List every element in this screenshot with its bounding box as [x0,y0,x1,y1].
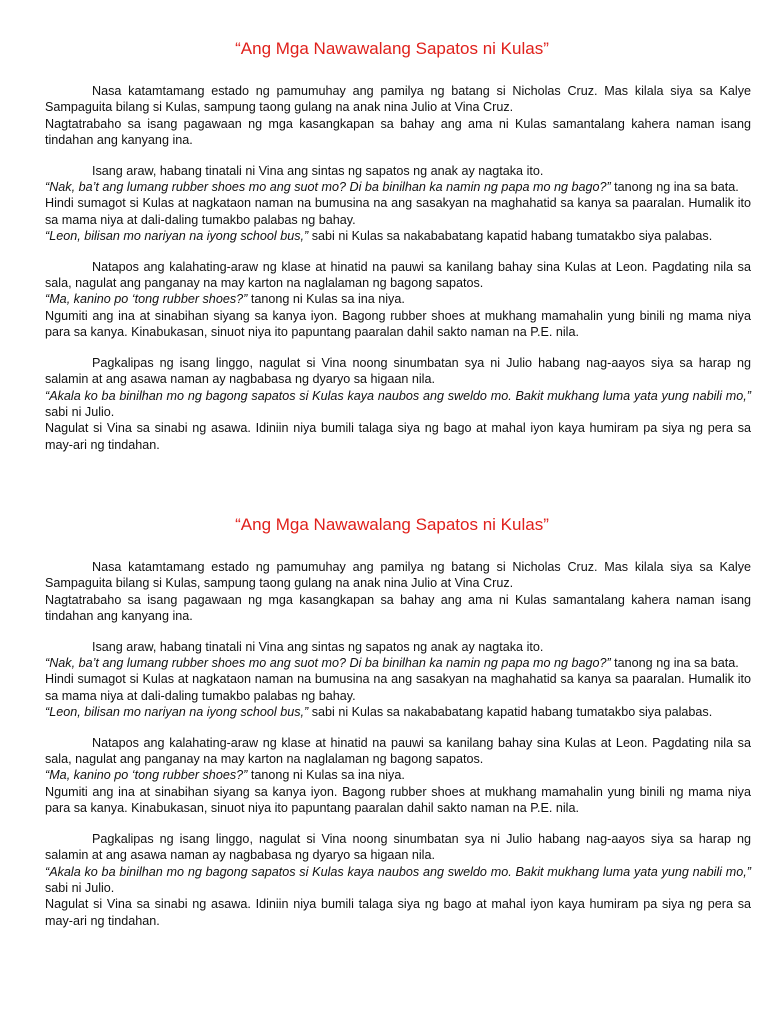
paragraph-gap [45,721,751,735]
dialogue-tag: tanong ng ina sa bata. [610,180,739,195]
paragraph-gap [45,341,751,355]
dialogue-quote: “Akala ko ba binilhan mo ng bagong sapatos si Kulas kaya naubos ang sweldo mo. Bakit mukhang luma yata yung nabili mo,” [45,388,751,403]
dialogue-paragraph [45,767,751,783]
paragraph: Nasa katamtamang estado ng pamumuhay ang pamilya ng batang si Nicholas Cruz. Mas kilala siya sa Kalye Sampaguita bilang si Kulas, sampung taong gulang na anak nina Julio at Vina Cruz. [45,560,751,591]
paragraph: Hindi sumagot si Kulas at nagkataon naman na bumusina na ang sasakyan na maghahatid sa kanya sa paaralan. Humalik ito sa mama niya at dali-daling tumakbo palabas ng bahay. [45,672,751,703]
paragraph: Ngumiti ang ina at sinabihan siyang sa kanya iyon. Bagong rubber shoes at mukhang mamahalin yung binili ng mama niya para sa kanya. Kinabukasan, sinuot niya ito papuntang paaralan dahil sakto naman na P.E. nila. [45,308,751,340]
paragraph: Pagkalipas ng isang linggo, nagulat si Vina noong sinumbatan sya ni Julio habang nag-aayos siya sa harap ng salamin at ang asawa naman ay nagbabasa ng dyaryo sa higaan nila. [45,831,751,863]
dialogue-quote: “Nak, ba’t ang lumang rubber shoes mo ang suot mo? Di ba binilhan ka namin ng papa mo ng bago?” [45,656,611,671]
paragraph: Nagtatrabaho sa isang pagawaan ng mga kasangkapan sa bahay ang ama ni Kulas samantalang kahera naman isang tindahan ang kanyang ina. [45,592,751,624]
dialogue-tag: sabi ni Kulas sa nakababatang kapatid habang tumatakbo siya palabas. [308,705,713,720]
dialogue-tag: sabi ni Julio. [45,404,115,419]
paragraph-gap [45,625,751,639]
dialogue-tag: sabi ni Julio. [45,880,115,895]
dialogue-paragraph [45,655,751,671]
dialogue-quote: “Ma, kanino po ‘tong rubber shoes?” [45,768,248,783]
paragraph: Nagtatrabaho sa isang pagawaan ng mga kasangkapan sa bahay ang ama ni Kulas samantalang kahera naman isang tindahan ang kanyang ina. [45,116,751,148]
paragraph: Natapos ang kalahating-araw ng klase at hinatid na pauwi sa kanilang bahay sina Kulas at Leon. Pagdating nila sa sala, nagulat ang panganay na may karton na naglalaman ng bagong sapatos. [45,259,751,291]
paragraph: Ngumiti ang ina at sinabihan siyang sa kanya iyon. Bagong rubber shoes at mukhang mamahalin yung binili ng mama niya para sa kanya. Kinabukasan, sinuot niya ito papuntang paaralan dahil sakto naman na P.E. nila. [45,784,751,816]
dialogue-paragraph [45,388,751,421]
paragraph: Isang araw, habang tinatali ni Vina ang sintas ng sapatos ng anak ay nagtaka ito. [92,163,544,178]
dialogue-quote: “Leon, bilisan mo nariyan na iyong school bus,” [45,705,309,720]
dialogue-tag: sabi ni Kulas sa nakababatang kapatid habang tumatakbo siya palabas. [308,229,713,244]
paragraph: Isang araw, habang tinatali ni Vina ang sintas ng sapatos ng anak ay nagtaka ito. [92,639,544,654]
paragraph: Nagulat si Vina sa sinabi ng asawa. Idiniin niya bumili talaga siya ng bago at mahal iyon kaya humiram pa siya ng pera sa may-ari ng tindahan. [45,897,751,928]
paragraph: Pagkalipas ng isang linggo, nagulat si Vina noong sinumbatan sya ni Julio habang nag-aayos siya sa harap ng salamin at ang asawa naman ay nagbabasa ng dyaryo sa higaan nila. [45,355,751,387]
dialogue-quote: “Nak, ba’t ang lumang rubber shoes mo ang suot mo? Di ba binilhan ka namin ng papa mo ng bago?” [45,180,611,195]
story-title: “Ang Mga Nawawalang Sapatos ni Kulas” [235,39,549,58]
dialogue-quote: “Leon, bilisan mo nariyan na iyong school bus,” [45,229,309,244]
story-title: “Ang Mga Nawawalang Sapatos ni Kulas” [235,515,549,534]
dialogue-paragraph [45,228,751,244]
dialogue-paragraph [45,864,751,897]
paragraph-gap [45,245,751,259]
paragraph: Nagulat si Vina sa sinabi ng asawa. Idiniin niya bumili talaga siya ng bago at mahal iyon kaya humiram pa siya ng pera sa may-ari ng tindahan. [45,421,751,452]
paragraph-gap [45,149,751,163]
dialogue-paragraph [45,179,751,195]
dialogue-paragraph [45,704,751,720]
paragraph: Natapos ang kalahating-araw ng klase at hinatid na pauwi sa kanilang bahay sina Kulas at Leon. Pagdating nila sa sala, nagulat ang panganay na may karton na naglalaman ng bagong sapatos. [45,735,751,767]
paragraph: Hindi sumagot si Kulas at nagkataon naman na bumusina na ang sasakyan na maghahatid sa kanya sa paaralan. Humalik ito sa mama niya at dali-daling tumakbo palabas ng bahay. [45,196,751,227]
dialogue-quote: “Akala ko ba binilhan mo ng bagong sapatos si Kulas kaya naubos ang sweldo mo. Bakit mukhang luma yata yung nabili mo,” [45,864,751,879]
dialogue-paragraph [45,291,751,307]
paragraph: Nasa katamtamang estado ng pamumuhay ang pamilya ng batang si Nicholas Cruz. Mas kilala siya sa Kalye Sampaguita bilang si Kulas, sampung taong gulang na anak nina Julio at Vina Cruz. [45,84,751,115]
story-section-2 [45,514,751,929]
dialogue-tag: tanong ng ina sa bata. [610,656,739,671]
dialogue-tag: tanong ni Kulas sa ina niya. [247,292,405,307]
dialogue-tag: tanong ni Kulas sa ina niya. [247,768,405,783]
paragraph-gap [45,817,751,831]
story-section-1 [45,38,751,453]
dialogue-quote: “Ma, kanino po ‘tong rubber shoes?” [45,292,248,307]
